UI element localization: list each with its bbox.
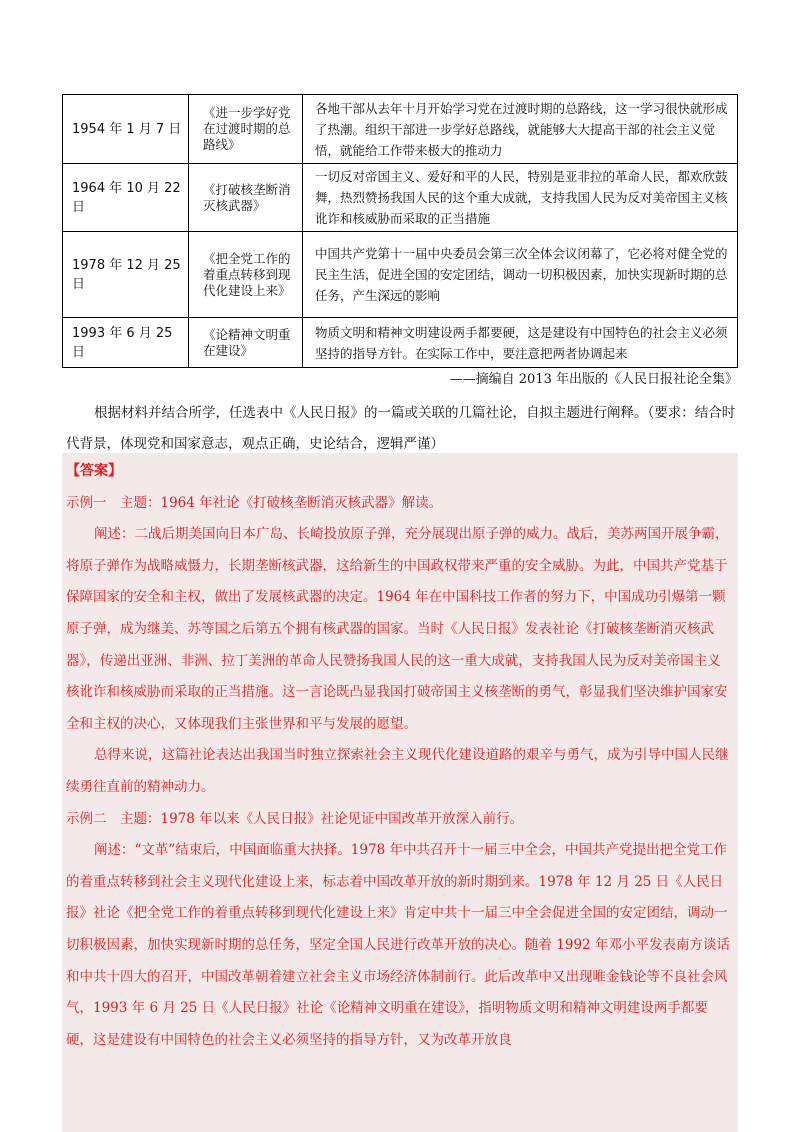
example1-summary: 总得来说，这篇社论表达出我国当时独立探索社会主义现代化建设道路的艰辛与勇气，成为引导中国人民继续勇往直前的精神动力。 <box>66 747 729 795</box>
question-text: 根据材料并结合所学，任选表中《人民日报》的一篇或关联的几篇社论，自拟主题进行阐释。（要求：结合时代背景，体现党和国家意志，观点正确，史论结合，逻辑严谨） <box>66 405 736 452</box>
row-content: 中国共产党第十一届中央委员会第三次全体会议闭幕了，它必将对健全党的民主生活，促进全国的安定团结，调动一切积极因素，加快实现新时期的总任务，产生深远的影响 <box>303 232 738 318</box>
table-row <box>63 164 738 232</box>
table-row <box>63 318 738 368</box>
example2-paragraph: 阐述：“文革”结束后，中国面临重大抉择。1978 年中共召开十一届三中全会，中国共产党提出把全党工作的着重点转移到社会主义现代化建设上来，标志着中国改革开放的新时期到来。1978 年 12 月 25 日《人民日报》社论《把全党工作的着重点转移到现代化建设上来》肯定中共十一届三中全会促进全国的安定团结，调动一切积极因素，加快实现新时期的总任务，坚定全国人民进行改革开放的决心。随着 1992 年邓小平发表南方谈话和中共十四大的召开，中国改革朝着建立社会主义市场经济体制前行。此后改革中又出现唯金钱论等不良社会风气，1993 年 6 月 25 日《人民日报》社论《论精神文明重在建设》，指明物质文明和精神文明建设两手都要硬，这是建设有中国特色的社会主义必须坚持的指导方针，又为改革开放良 <box>66 842 730 1048</box>
answer-section <box>62 453 738 1132</box>
row-title: 《把全党工作的着重点转移到现代化建设上来》 <box>189 232 303 318</box>
table-row <box>63 232 738 318</box>
row-content: 一切反对帝国主义、爱好和平的人民，特别是亚非拉的革命人民，都欢欣鼓舞，热烈赞扬我国人民的这个重大成就，支持我国人民为反对美帝国主义核讹诈和核威胁而采取的正当措施 <box>303 164 738 232</box>
row-content: 各地干部从去年十月开始学习党在过渡时期的总路线，这一学习很快就形成了热潮。组织干部进一步学好总路线，就能够大大提高干部的社会主义觉悟，就能给工作带来极大的推动力 <box>303 95 738 164</box>
row-content: 物质文明和精神文明建设两手都要硬，这是建设有中国特色的社会主义必须坚持的指导方针。在实际工作中，要注意把两者协调起来 <box>303 318 738 368</box>
row-date: 1978 年 12 月 25 日 <box>63 232 189 318</box>
example1-paragraph: 阐述：二战后期美国向日本广岛、长崎投放原子弹，充分展现出原子弹的威力。战后，美苏两国开展争霸，将原子弹作为战略威慑力，长期垄断核武器，这给新生的中国政权带来严重的安全威胁。为此，中国共产党基于保障国家的安全和主权，做出了发展核武器的决定。1964 年在中国科技工作者的努力下，中国成功引爆第一颗原子弹，成为继美、苏等国之后第五个拥有核武器的国家。当时《人民日报》发表社论《打破核垄断消灭核武器》，传递出亚洲、非洲、拉丁美洲的革命人民赞扬我国人民的这一重大成就，支持我国人民为反对美帝国主义核讹诈和核威胁而采取的正当措施。这一言论既凸显我国打破帝国主义核垄断的勇气，彰显我们坚决维护国家安全和主权的决心，又体现我们主张世界和平与发展的愿望。 <box>66 526 729 732</box>
row-title: 《论精神文明重在建设》 <box>189 318 303 368</box>
row-title: 《打破核垄断消灭核武器》 <box>189 164 303 232</box>
source-citation: ——摘编自 2013 年出版的《人民日报社论全集》 <box>449 372 738 387</box>
answer-label: 【答案】 <box>66 463 122 479</box>
row-date: 1964 年 10 月 22 日 <box>63 164 189 232</box>
table-row <box>63 95 738 164</box>
row-date: 1954 年 1 月 7 日 <box>63 95 189 164</box>
editorial-table <box>62 94 738 368</box>
example1-heading: 示例一 主题：1964 年社论《打破核垄断消灭核武器》解读。 <box>66 494 443 511</box>
row-date: 1993 年 6 月 25 日 <box>63 318 189 368</box>
example2-heading: 示例二 主题：1978 年以来《人民日报》社论见证中国改革开放深入前行。 <box>66 810 524 827</box>
row-title: 《进一步学好党在过渡时期的总路线》 <box>189 95 303 164</box>
